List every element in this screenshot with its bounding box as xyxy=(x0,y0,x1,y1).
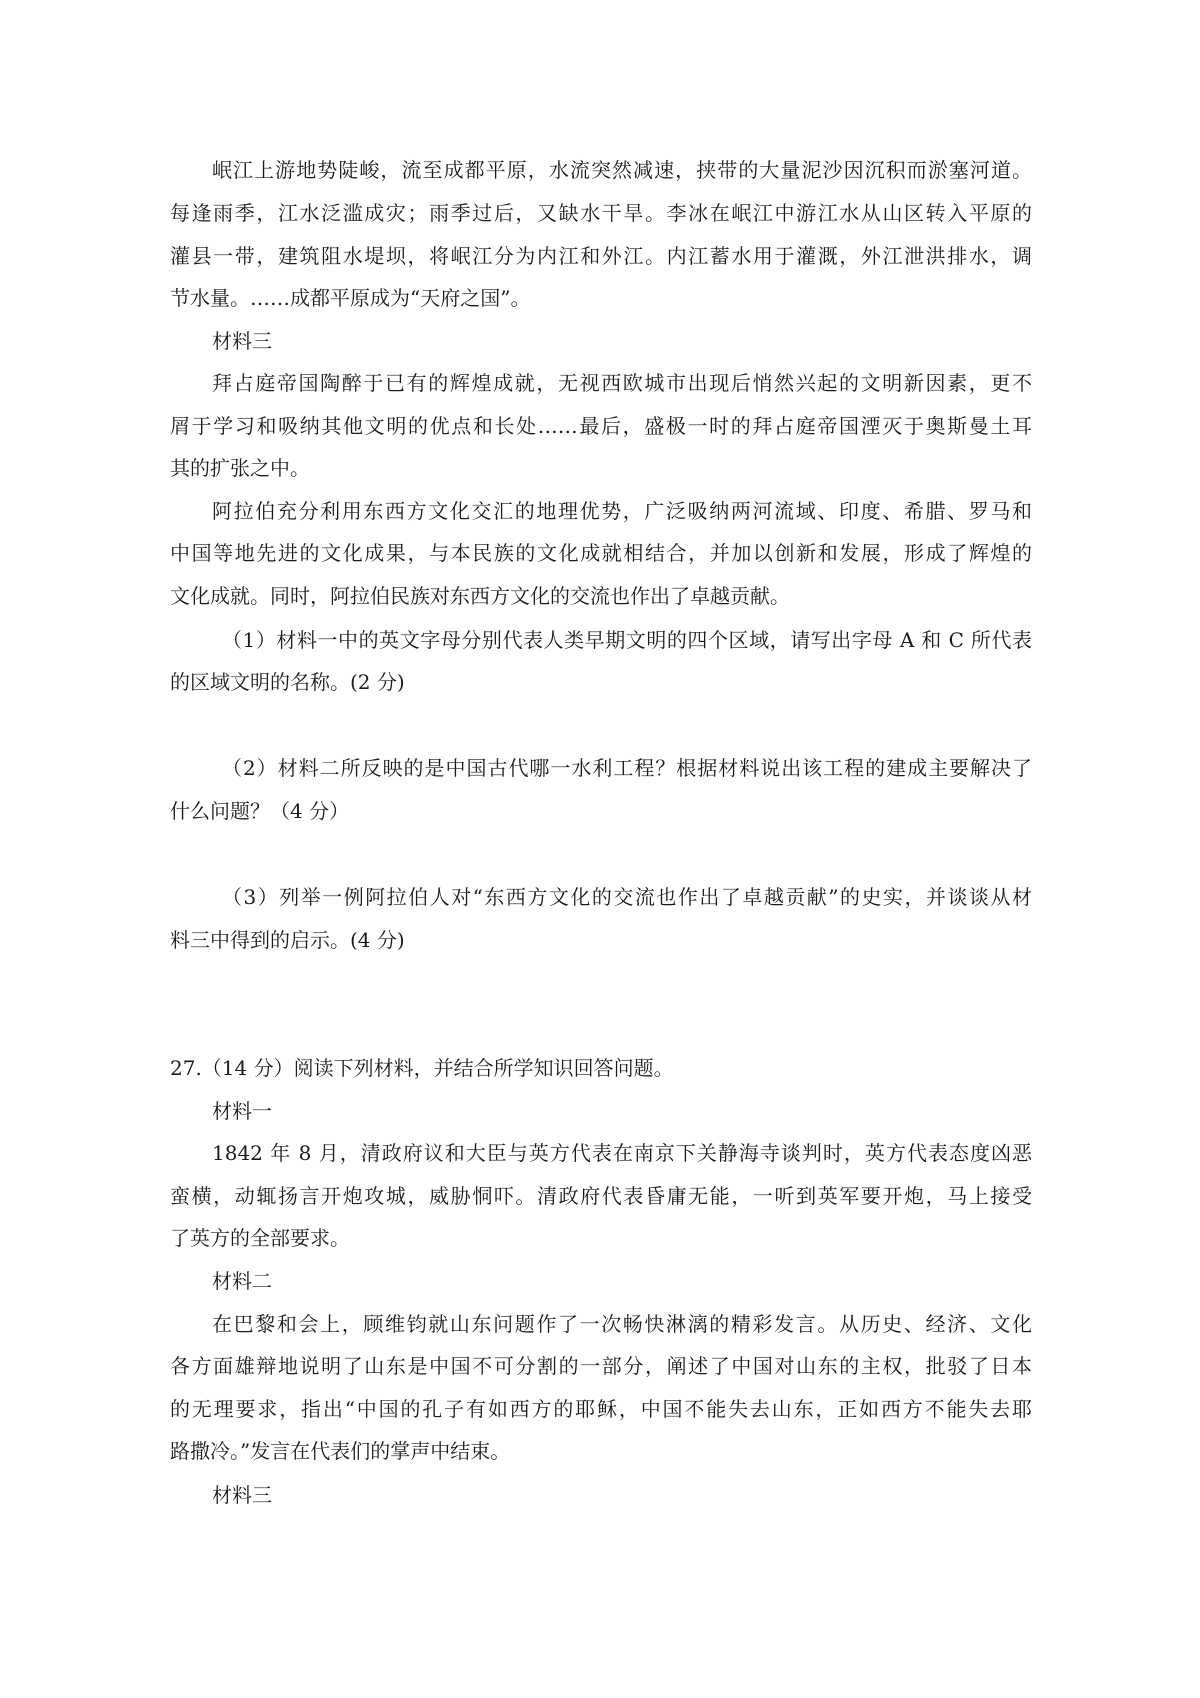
q27-material1-line-2: 蛮横，动辄扬言开炮攻城，威胁恫吓。清政府代表昏庸无能，一听到英军要开炮，马上接受 xyxy=(170,1184,1032,1208)
q27-material2-line-4: 路撒冷。”发言在代表们的掌声中结束。 xyxy=(170,1439,511,1463)
material2-line-1: 岷江上游地势陡峻，流至成都平原，水流突然减速，挟带的大量泥沙因沉积而淤塞河道。 xyxy=(212,158,1032,182)
q27-material1-line-3: 了英方的全部要求。 xyxy=(170,1226,350,1250)
q27-material3-label: 材料三 xyxy=(212,1483,272,1507)
material3-p2-line-2: 中国等地先进的文化成果，与本民族的文化成就相结合，并加以创新和发展，形成了辉煌的 xyxy=(170,541,1032,565)
material3-p2-line-1: 阿拉伯充分利用东西方文化交汇的地理优势，广泛吸纳两河流域、印度、希腊、罗马和 xyxy=(212,499,1032,523)
q27-material2-line-1: 在巴黎和会上，顾维钧就山东问题作了一次畅快淋漓的精彩发言。从历史、经济、文化 xyxy=(212,1312,1032,1336)
material3-p1-line-1: 拜占庭帝国陶醉于已有的辉煌成就，无视西欧城市出现后悄然兴起的文明新因素，更不 xyxy=(212,371,1032,395)
material3-p2-line-3: 文化成就。同时，阿拉伯民族对东西方文化的交流也作出了卓越贡献。 xyxy=(170,584,790,608)
material2-line-3: 灌县一带，建筑阻水堤坝，将岷江分为内江和外江。内江蓄水用于灌溉，外江泄洪排水，调 xyxy=(170,244,1032,268)
question-1-line-2: 的区域文明的名称。(2 分) xyxy=(170,670,405,694)
material3-label: 材料三 xyxy=(212,329,272,353)
material2-line-4: 节水量。……成都平原成为“天府之国”。 xyxy=(170,286,531,310)
material3-p1-line-2: 屑于学习和吸纳其他文明的优点和长处……最后，盛极一时的拜占庭帝国湮灭于奥斯曼土耳 xyxy=(170,414,1032,438)
question-2-line-2: 什么问题？（4 分） xyxy=(170,799,350,823)
q27-material2-label: 材料二 xyxy=(212,1269,272,1293)
question-1-line-1: （1）材料一中的英文字母分别代表人类早期文明的四个区域，请写出字母 A 和 C 所代表 xyxy=(222,628,1032,652)
question-3-line-1: （3）列举一例阿拉伯人对“东西方文化的交流也作出了卓越贡献”的史实，并谈谈从材 xyxy=(222,885,1032,909)
q27-material2-line-2: 各方面雄辩地说明了山东是中国不可分割的一部分，阐述了中国对山东的主权，批驳了日本 xyxy=(170,1354,1032,1378)
q27-material1-label: 材料一 xyxy=(212,1099,272,1123)
question-3-line-2: 料三中得到的启示。(4 分) xyxy=(170,928,405,952)
material3-p1-line-3: 其的扩张之中。 xyxy=(170,456,310,480)
question-27-heading: 27.（14 分）阅读下列材料，并结合所学知识回答问题。 xyxy=(170,1056,674,1080)
q27-material1-line-1: 1842 年 8 月，清政府议和大臣与英方代表在南京下关静海寺谈判时，英方代表态度凶恶 xyxy=(212,1141,1032,1165)
material2-line-2: 每逢雨季，江水泛滥成灾；雨季过后，又缺水干旱。李冰在岷江中游江水从山区转入平原的 xyxy=(170,201,1032,225)
q27-material2-line-3: 的无理要求，指出“中国的孔子有如西方的耶稣，中国不能失去山东，正如西方不能失去耶 xyxy=(170,1397,1032,1421)
question-2-line-1: （2）材料二所反映的是中国古代哪一水利工程？根据材料说出该工程的建成主要解决了 xyxy=(222,756,1032,780)
